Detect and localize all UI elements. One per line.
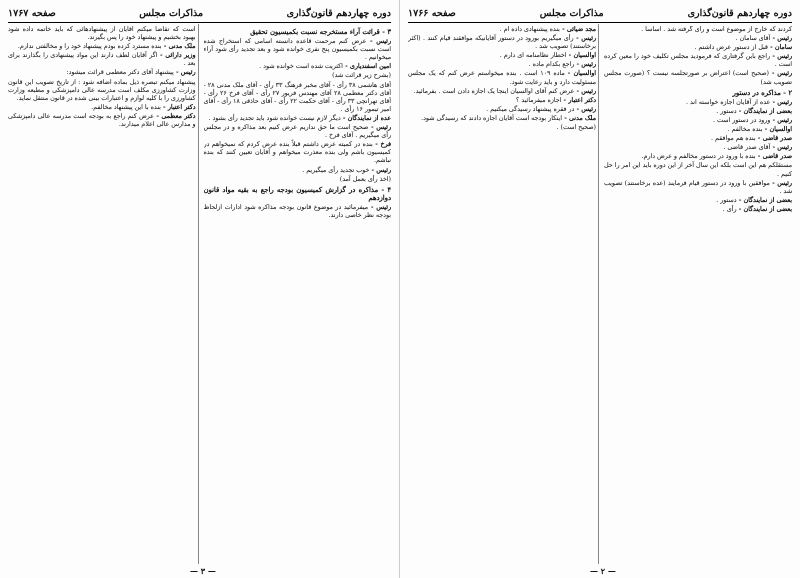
- page-1766: [400, 0, 800, 578]
- speech-paragraph: [8, 104, 196, 112]
- speech-text: میفرمائید در موضوع قانون بودجه مذاکره شود ادارات ازلحاظ بودجه نظر خاصی دارند.: [203, 203, 391, 219]
- speech-paragraph: [408, 52, 596, 60]
- speech-paragraph: [408, 26, 596, 34]
- speech-paragraph: [408, 35, 596, 51]
- speech-paragraph: [604, 35, 792, 43]
- speaker-name: رئیس -: [368, 124, 391, 132]
- speaker-name: بعضی از نمایندگان -: [736, 205, 792, 213]
- speaker-name: رئیس -: [770, 116, 792, 124]
- speech-text: کردند که خارج از موضوع است و رأی گرفته شد . اساساً .: [641, 26, 792, 33]
- speaker-name: دکتر اعتبار -: [160, 103, 196, 111]
- speaker-name: اوالسیان -: [566, 52, 596, 60]
- speech-paragraph: [204, 38, 392, 62]
- text-paragraph: [204, 72, 392, 80]
- speaker-name: رئیس -: [368, 203, 391, 211]
- speech-paragraph: [604, 153, 792, 161]
- speech-text: بنده هم موافقم .: [711, 135, 756, 143]
- section-heading: ۴ - مذاکره در گزارش کمیسیون بودجه راجع به بقیه مواد قانون دوازدهم: [203, 185, 391, 202]
- speaker-name: صدر قاضی -: [755, 153, 792, 161]
- speech-paragraph: [408, 97, 596, 105]
- speech-text: بنده در کمیته عرض داشتم قبلاً بنده عرض کردم که نمیخواهم در کمیسیون باشم ولی بنده معذرت میخواهم و آقایان تعیین کنند که بنده نباشم.: [203, 141, 391, 165]
- speaker-name: وزیر دارائی -: [157, 52, 196, 60]
- speech-text: ورود در دستور است .: [713, 116, 771, 124]
- speech-text: آقای سامان .: [735, 35, 771, 43]
- speech-text: (صحیح است) .: [556, 124, 596, 132]
- speech-paragraph: [408, 106, 596, 114]
- speech-text: در فقره پیشنهاد رسیدگی میکنیم .: [486, 105, 575, 113]
- speech-text: رأی .: [722, 205, 737, 213]
- speech-paragraph: [204, 167, 392, 175]
- speech-text: (بشرح زیر قرائت شد): [332, 72, 391, 80]
- speaker-name: فرخ -: [372, 141, 391, 149]
- running-title: دوره چهاردهم قانون‌گذاری: [687, 7, 792, 19]
- running-subtitle: مذاکرات مجلس: [139, 7, 204, 19]
- speech-paragraph: [604, 44, 792, 52]
- speaker-name: رئیس -: [770, 98, 792, 106]
- speaker-name: رئیس -: [366, 38, 391, 46]
- speech-paragraph: [408, 88, 596, 96]
- speaker-name: عده از نمایندگان -: [340, 114, 391, 122]
- column-divider: [198, 24, 199, 564]
- speech-text: عرض کنم راجع به بودجه است مدرسه عالی دامپزشکی و مدارس عالی اعلام میدارند.: [8, 112, 196, 129]
- speaker-name: رئیس -: [769, 70, 792, 78]
- speech-text: دستور .: [716, 196, 737, 204]
- speaker-name: سامان -: [767, 44, 792, 52]
- speech-text: بنده با ورود در دستور مخالفم و عرض دارم.: [641, 153, 756, 161]
- text-paragraph: [204, 82, 392, 114]
- speaker-name: رئیس -: [770, 144, 792, 152]
- page-header: [8, 6, 391, 23]
- speaker-name: امین اسفندیاری -: [342, 63, 391, 71]
- speech-text: خوب تجدید رأی میگیریم .: [302, 166, 370, 174]
- speech-paragraph: [604, 144, 792, 152]
- speech-text: رأی میگیریم بورود در دستور آقایانیکه موافقند قیام کنند . (اکثر برخاستند) تصویب شد .: [408, 35, 596, 51]
- speech-text: اگر آقایان لطف دارند این مواد پیشنهادی را بگذارند برای بعد .: [8, 52, 196, 68]
- speaker-name: اوالسیان -: [762, 126, 792, 134]
- speaker-name: دکتر معظمی -: [153, 112, 196, 120]
- speaker-name: مجد ضیائی -: [559, 26, 596, 33]
- speaker-name: رئیس -: [369, 166, 391, 174]
- speech-text: اینکار بودجه است آقایان اجازه دادند که رسیدگی شود.: [421, 114, 563, 122]
- speech-paragraph: [604, 53, 792, 69]
- speaker-name: ملک مدنی -: [562, 114, 596, 122]
- speaker-name: رئیس -: [574, 105, 596, 113]
- speaker-name: رئیس -: [173, 69, 196, 77]
- speech-text: قبل از دستور عرض داشتم .: [694, 44, 768, 52]
- speech-paragraph: [204, 63, 392, 71]
- speech-text: صحیح است ما حق نداریم عرض کنیم بعد مذاکره و در مجلس رأی میگیریم . آقای فرخ .: [203, 124, 391, 140]
- speech-text: مستقلکم هم این است بلکه این سال آخر از این دوره باید این امر را حل کنیم .: [604, 162, 792, 178]
- speech-paragraph: [604, 99, 792, 107]
- speech-text: اکثریت شده است خوانده شود .: [259, 63, 343, 71]
- speech-text: بنده پیشنهادی داده ام .: [499, 26, 560, 33]
- speech-paragraph: [204, 124, 392, 140]
- speaker-name: ملک مدنی -: [161, 43, 196, 51]
- speaker-name: رئیس -: [770, 35, 792, 43]
- speech-text: پیشنهاد آقای دکتر معظمی قرائت میشود:: [66, 69, 174, 77]
- speech-paragraph: [204, 141, 392, 165]
- speech-text: آقای صدر قاضی .: [723, 144, 771, 152]
- speech-paragraph: [604, 206, 792, 214]
- section-heading: ۳ - قرائت آراء مستخرجه نسبت بکمیسیون تحقیق: [250, 28, 391, 36]
- speech-text: بنده مسترد کرده بودم پیشنهاد خود را و مخالفتی ندارم.: [17, 43, 162, 51]
- speech-text: موافقین با ورود در دستور قیام فرمایند (عده برخاستند) تصویب شد .: [604, 179, 792, 195]
- column-divider: [598, 24, 599, 564]
- speech-text: (اخذ رأی بعمل آمد): [339, 175, 391, 183]
- speech-paragraph: [604, 117, 792, 125]
- speaker-name: رئیس -: [769, 179, 792, 187]
- text-paragraph: [204, 176, 392, 184]
- speech-paragraph: [604, 126, 792, 134]
- speech-text: دستور .: [716, 107, 737, 115]
- text-paragraph: [8, 26, 196, 42]
- speaker-name: رئیس -: [769, 53, 792, 61]
- speech-text: آقای هاشمی ۳۸ رأی - آقای مخبر فرهنگ ۳۳ رأی - آقای ملک مدنی ۲۸ - آقای دکتر معظمی ۲۸ آقای مهندس فریور ۲۷ رأی - آقای فرخ ۲۶ رأی - آقای تهرانچی ۳۳ رأی - آقای حکمت ۲۲ رأی - آقای حاذقی ۱۸ رأی - آقای امیر تیمور ۱۶ رأی .: [203, 81, 391, 113]
- page-number: صفحه ۱۷۶۶: [408, 7, 456, 19]
- speech-text: پیشنهاد میکنم تبصره ذیل بماده اضافه شود : از تاریخ تصویب این قانون وزارت کشاورزی مکلف است مدرسه عالی دامپزشکی و مطبعه وزارت کشاورزی را با کلیه لوازم و اعتبارات بینی شده در قانون منتقل نماید.: [8, 78, 196, 102]
- speech-paragraph: [204, 204, 392, 220]
- speech-text: (صحیح است) اعتراض بر صورتجلسه نیست ؟ (صورت مجلس تصویب شد): [604, 70, 792, 86]
- text-paragraph: [408, 124, 596, 132]
- speech-text: بنده مخالفم .: [727, 126, 763, 134]
- speech-paragraph: [408, 115, 596, 123]
- speaker-name: رئیس -: [574, 61, 596, 69]
- speaker-name: صدر قاضی -: [755, 135, 792, 143]
- speech-text: دیگر لازم نیست خوانده شود باید تجدید رأی بشود .: [208, 114, 341, 122]
- text-paragraph: [8, 79, 196, 103]
- speaker-name: بعضی از نمایندگان -: [736, 196, 792, 204]
- page-number: صفحه ۱۷۶۷: [8, 7, 56, 19]
- text-column-right: [604, 26, 792, 574]
- speaker-name: رئیس -: [574, 87, 596, 95]
- speech-text: است که تقاضا میکنم آقایان از پیشنهادهائی که باید خاتمه داده شود بهبود بخشیم و پیشنهاد خود را پس بگیرند.: [8, 26, 196, 42]
- speech-paragraph: [8, 113, 196, 129]
- folio: — ۳ —: [190, 566, 216, 576]
- text-column-right: [204, 26, 392, 574]
- speech-paragraph: [408, 70, 596, 86]
- speech-paragraph: [604, 135, 792, 143]
- speech-paragraph: [604, 180, 792, 196]
- text-paragraph: [604, 162, 792, 178]
- speech-paragraph: [604, 70, 792, 86]
- speaker-name: اوالسیان -: [564, 70, 596, 78]
- speech-paragraph: [408, 61, 596, 69]
- speaker-name: دکتر اعتبار -: [561, 96, 596, 104]
- speech-text: اجازه میفرمائید ؟: [515, 96, 562, 104]
- speech-paragraph: [8, 69, 196, 77]
- speech-text: ماده ۱۰۹ است . بنده میخواستم عرض کنم که یک مجلس مسئولیت دارد و باید رعایت شود.: [408, 70, 596, 86]
- folio: — ۲ —: [590, 566, 616, 576]
- running-subtitle: مذاکرات مجلس: [539, 7, 604, 19]
- page-header: [408, 6, 792, 23]
- speech-text: بنده با این پیشنهاد مخالفم.: [91, 103, 161, 111]
- speech-text: راجع باین گرفتاری که فرمودید مجلس تکلیف خود را معین کرده است .: [604, 53, 792, 69]
- speech-paragraph: [204, 115, 392, 123]
- speaker-name: بعضی از نمایندگان -: [736, 107, 792, 115]
- speech-paragraph: [8, 43, 196, 51]
- speech-text: عرض کنم آقای اوالسیان اینجا یک اجازه دادن است . بفرمائید.: [413, 87, 575, 95]
- speech-paragraph: [604, 108, 792, 116]
- text-paragraph: [604, 26, 792, 34]
- speech-text: اخطار نظامنامه ای دارم .: [499, 52, 567, 60]
- speech-text: راجع بکدام ماده .: [528, 61, 575, 69]
- speech-text: عده از آقایان اجازه خواسته اند .: [685, 98, 771, 106]
- speech-text: عرض کنم مرحمت قاعده دانسته اسامی که استخراج شده است نسبت بکمیسیون پنج نفری خوانده شود و بعد تجدید رأی شود آراء میخوانیم .: [203, 38, 391, 62]
- text-column-left: [8, 26, 196, 574]
- speech-paragraph: [604, 197, 792, 205]
- running-title: دوره چهاردهم قانون‌گذاری: [286, 7, 391, 19]
- text-column-left: [408, 26, 596, 574]
- speaker-name: رئیس -: [573, 35, 596, 43]
- section-heading: ۲ - مذاکره در دستور: [732, 88, 792, 97]
- speech-paragraph: [8, 52, 196, 68]
